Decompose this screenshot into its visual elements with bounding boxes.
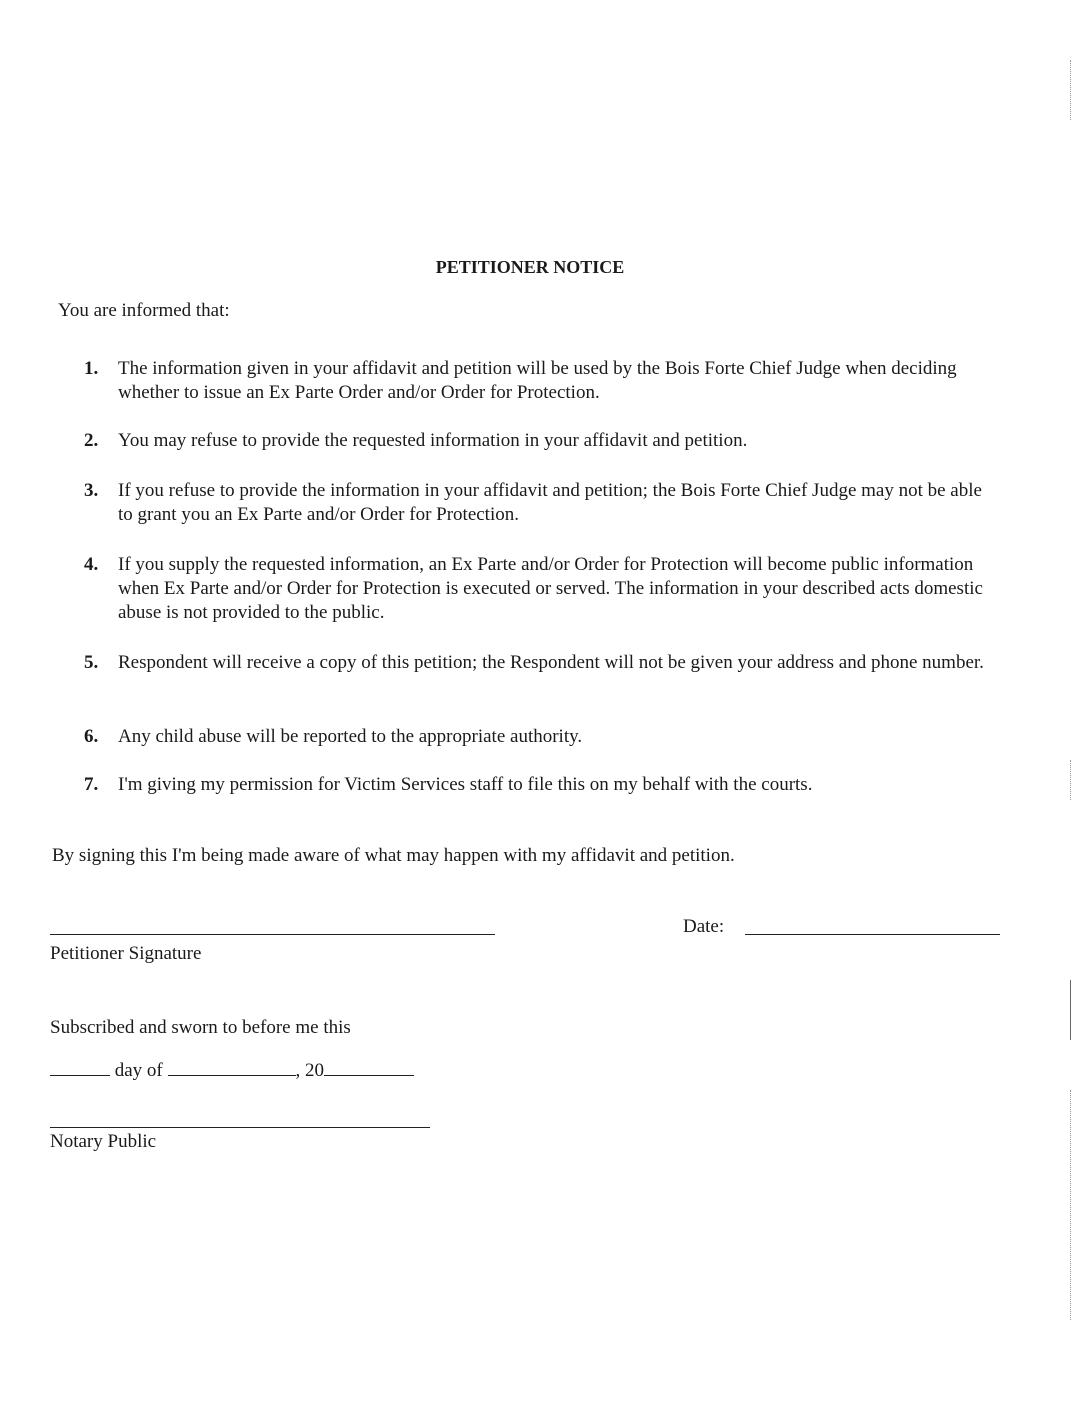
intro-text: You are informed that: (58, 300, 230, 321)
notary-date-row (50, 1057, 414, 1083)
item-text: Any child abuse will be reported to the appropriate authority. (118, 726, 583, 747)
item-text: Respondent will receive a copy of this petition; the Respondent will not be given your address and phone number. (118, 652, 984, 673)
date-line[interactable] (745, 934, 1000, 935)
notary-signature-line[interactable] (50, 1127, 430, 1128)
date-label: Date: (683, 916, 725, 937)
item-number: 1. (84, 358, 99, 379)
year-blank[interactable] (324, 1057, 414, 1076)
item-text: I'm giving my permission for Victim Services staff to file this on my behalf with the courts. (118, 774, 813, 795)
item-text: You may refuse to provide the requested information in your affidavit and petition. (118, 430, 748, 451)
notary-label: Notary Public (50, 1131, 157, 1152)
signature-line[interactable] (50, 934, 495, 935)
sworn-text: Subscribed and sworn to before me this (50, 1017, 351, 1038)
item-number: 6. (84, 726, 99, 747)
year-prefix: , 20 (295, 1060, 325, 1081)
item-text: The information given in your affidavit and petition will be used by the Bois Forte Chief Judge when deciding whether to issue an Ex Parte Order and/or Order for Protection. (118, 358, 957, 403)
item-text: If you supply the requested information, an Ex Parte and/or Order for Protection will become public information when Ex Parte and/or Order for Protection is executed or served. The information in your described acts domestic abuse is not provided to the public. (118, 554, 983, 623)
month-blank[interactable] (168, 1057, 296, 1076)
item-number: 5. (84, 652, 99, 673)
item-number: 4. (84, 554, 99, 575)
page-title: PETITIONER NOTICE (435, 257, 625, 277)
scan-artifact (1070, 760, 1072, 800)
scan-artifact (1070, 1090, 1072, 1320)
item-text: If you refuse to provide the information in your affidavit and petition; the Bois Forte Chief Judge may not be able to grant you an Ex Parte and/or Order for Protection. (118, 480, 982, 525)
scan-artifact (1070, 980, 1072, 1040)
signature-label: Petitioner Signature (50, 943, 202, 964)
day-blank[interactable] (50, 1057, 110, 1076)
item-number: 7. (84, 774, 99, 795)
item-number: 3. (84, 480, 99, 501)
scan-artifact (1070, 60, 1072, 120)
day-of-label: day of (114, 1060, 163, 1081)
item-number: 2. (84, 430, 99, 451)
closing-statement: By signing this I'm being made aware of what may happen with my affidavit and petition. (52, 845, 735, 866)
